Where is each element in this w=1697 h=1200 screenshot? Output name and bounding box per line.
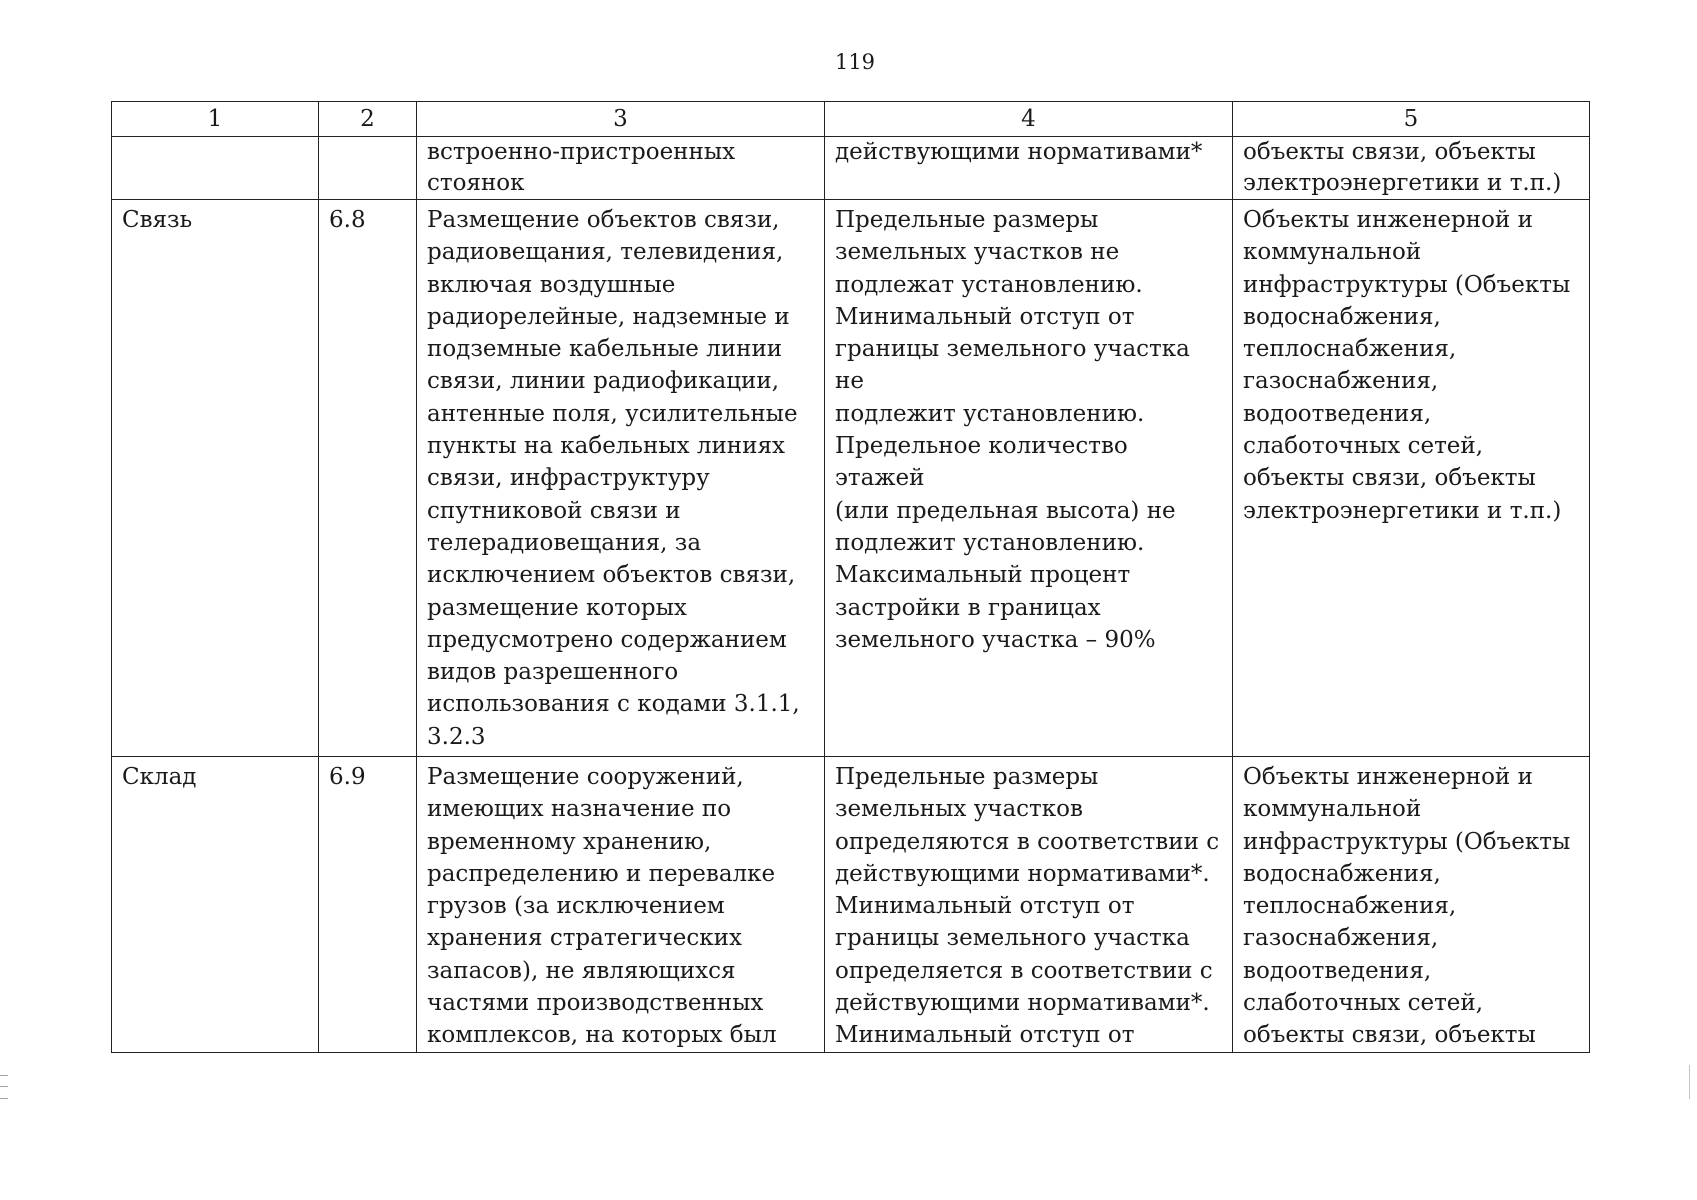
cell-use-name: Связь: [112, 200, 319, 757]
cell-use-name: [112, 137, 319, 200]
cell-use-parameters: Предельные размеры земельных участков не подлежат установлению. Минимальный отступ от границы земельного участка не подлежит установлению. Предельное количество этажей (или предельная высота) не подлежит установлению. Максимальный процент застройки в границах земельного участка – 90%: [825, 200, 1233, 757]
scan-edge-mark-left: [0, 1075, 8, 1099]
cell-use-code: 6.9: [319, 757, 417, 1053]
column-header-3: 3: [417, 102, 825, 137]
cell-use-code: [319, 137, 417, 200]
cell-auxiliary-uses: объекты связи, объекты электроэнергетики и т.п.): [1233, 137, 1590, 200]
page-number: 119: [834, 50, 876, 74]
cell-use-parameters: Предельные размеры земельных участков определяются в соответствии с действующими нормативами*. Минимальный отступ от границы земельного участка определяется в соответствии с действующими нормативами*. Минимальный отступ от: [825, 757, 1233, 1053]
cell-use-code: 6.8: [319, 200, 417, 757]
column-header-1: 1: [112, 102, 319, 137]
land-use-table: [111, 101, 1590, 1053]
cell-use-description: встроенно-пристроенных стоянок: [417, 137, 825, 200]
column-header-5: 5: [1233, 102, 1590, 137]
cell-auxiliary-uses: Объекты инженерной и коммунальной инфраструктуры (Объекты водоснабжения, теплоснабжения, газоснабжения, водоотведения, слаботочных сетей, объекты связи, объекты электроэнергетики и т.п.): [1233, 200, 1590, 757]
table-row-sklad: [112, 757, 1590, 1053]
column-header-4: 4: [825, 102, 1233, 137]
table-row-continuation: [112, 137, 1590, 200]
cell-use-description: Размещение сооружений, имеющих назначение по временному хранению, распределению и перевалке грузов (за исключением хранения стратегических запасов), не являющихся частями производственных комплексов, на которых был: [417, 757, 825, 1053]
cell-use-name: Склад: [112, 757, 319, 1053]
cell-use-parameters: действующими нормативами*: [825, 137, 1233, 200]
header-row: [112, 102, 1590, 137]
cell-use-description: Размещение объектов связи, радиовещания, телевидения, включая воздушные радиорелейные, надземные и подземные кабельные линии связи, линии радиофикации, антенные поля, усилительные пункты на кабельных линиях связи, инфраструктуру спутниковой связи и телерадиовещания, за исключением объектов связи, размещение которых предусмотрено содержанием видов разрешенного использования с кодами 3.1.1, 3.2.3: [417, 200, 825, 757]
table-row-svyaz: [112, 200, 1590, 757]
cell-auxiliary-uses: Объекты инженерной и коммунальной инфраструктуры (Объекты водоснабжения, теплоснабжения, газоснабжения, водоотведения, слаботочных сетей, объекты связи, объекты: [1233, 757, 1590, 1053]
scan-edge-mark-right: [1689, 1065, 1696, 1099]
column-header-2: 2: [319, 102, 417, 137]
